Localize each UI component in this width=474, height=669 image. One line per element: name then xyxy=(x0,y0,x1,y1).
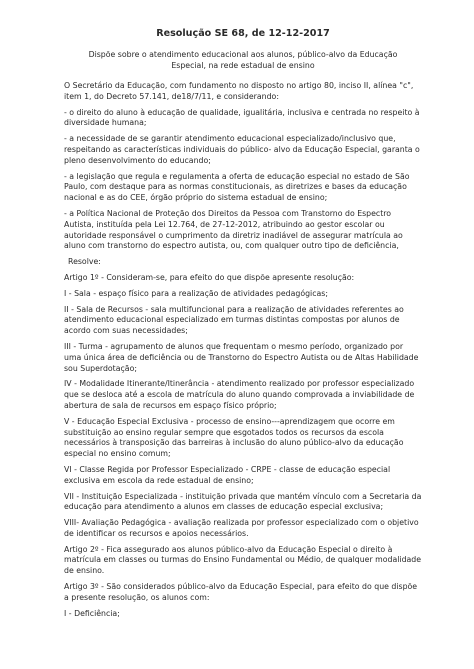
paragraph-item-ii: II - Sala de Recursos - sala multifuncional para a realização de atividades referentes ao atendimento educacional especializado em turmas distintas compostas por alunos de acordo com suas necessidades; xyxy=(64,304,404,336)
paragraph-article-2: Artigo 2º - Fica assegurado aos alunos público-alvo da Educação Especial o direito à matrícula em classes ou turmas do Ensino Fundamental ou Médio, de qualquer modalidade de ensino. xyxy=(64,544,422,576)
paragraph-item-viii: VIII- Avaliação Pedagógica - avaliação realizada por professor especializado com o objetivo de identificar os recursos e apoios necessários. xyxy=(64,518,419,538)
paragraph-consideration-3: - a legislação que regula e regulamenta a oferta de educação especial no estado de São Paulo, com destaque para as normas constitucionais, as diretrizes e bases da educação nacional e as do CEE, órgão próprio do sistema estadual de ensino; xyxy=(64,171,410,203)
paragraph-resolve: Resolve: xyxy=(68,257,101,267)
paragraph-preamble: O Secretário da Educação, com fundamento no disposto no artigo 80, inciso II, alínea "c", item 1, do Decreto 57.141, de18/7/11, e considerando: xyxy=(64,81,414,101)
document-title: Resolução SE 68, de 12-12-2017 xyxy=(156,28,330,39)
paragraph-item-vi: VI - Classe Regida por Professor Especializado - CRPE - classe de educação especial exclusiva em escola da rede estadual de ensino; xyxy=(64,464,391,485)
paragraph-consideration-1: - o direito do aluno à educação de qualidade, igualitária, inclusiva e centrada no respeito à diversidade humana; xyxy=(64,107,420,128)
paragraph-article-1: Artigo 1º - Consideram-se, para efeito do que dispõe apresente resolução: xyxy=(64,272,355,282)
paragraph-article-3-item-i: I - Deficiência; xyxy=(64,608,120,618)
paragraph-item-vii: VII - Instituição Especializada - instituição privada que mantém vínculo com a Secretaria da educação para atendimento a alunos em classes de educação especial exclusiva; xyxy=(64,491,422,512)
paragraph-consideration-2: - a necessidade de se garantir atendimento educacional especializado/inclusivo que, respeitando as características individuais do público- alvo da Educação Especial, garanta o pleno desenvolvimento do educando; xyxy=(64,134,420,165)
paragraph-item-i: I - Sala - espaço físico para a realização de atividades pedagógicas; xyxy=(64,288,328,298)
paragraph-item-v: V - Educação Especial Exclusiva - processo de ensino---aprendizagem que ocorre em substituição ao ensino regular sempre que esgotados todos os recursos da escola necessários à transposição das barreiras à inclusão do aluno público-alvo da educação especial no ensino comum; xyxy=(64,416,404,459)
paragraph-consideration-4: - a Política Nacional de Proteção dos Direitos da Pessoa com Transtorno do Espectro Autista, instituída pela Lei 12.764, de 27-12-2012, atribuindo ao gestor escolar ou autoridade responsável o cumprimento da diretriz inadiável de assegurar matrícula ao aluno com transtorno do espectro autista, ou, com qualquer outro tipo de deficiência, xyxy=(64,208,403,251)
paragraph-item-iv: IV - Modalidade Itinerante/Itinerância - atendimento realizado por professor especializado que se desloca até a escola de matrícula do aluno quando comprovada a inviabilidade de abertura de sala de recursos em espaço físico próprio; xyxy=(64,379,415,410)
paragraph-item-iii: III - Turma - agrupamento de alunos que frequentam o mesmo período, organizado por uma única área de deficiência ou de Transtorno do Espectro Autista ou de Altas Habilidade sou Superdotação; xyxy=(64,341,419,373)
paragraph-article-3: Artigo 3º - São considerados público-alvo da Educação Especial, para efeito do que dispõe a presente resolução, os alunos com: xyxy=(64,582,418,602)
document-subtitle: Dispõe sobre o atendimento educacional aos alunos, público-alvo da Educação Especial, na rede estadual de ensino xyxy=(88,50,398,70)
